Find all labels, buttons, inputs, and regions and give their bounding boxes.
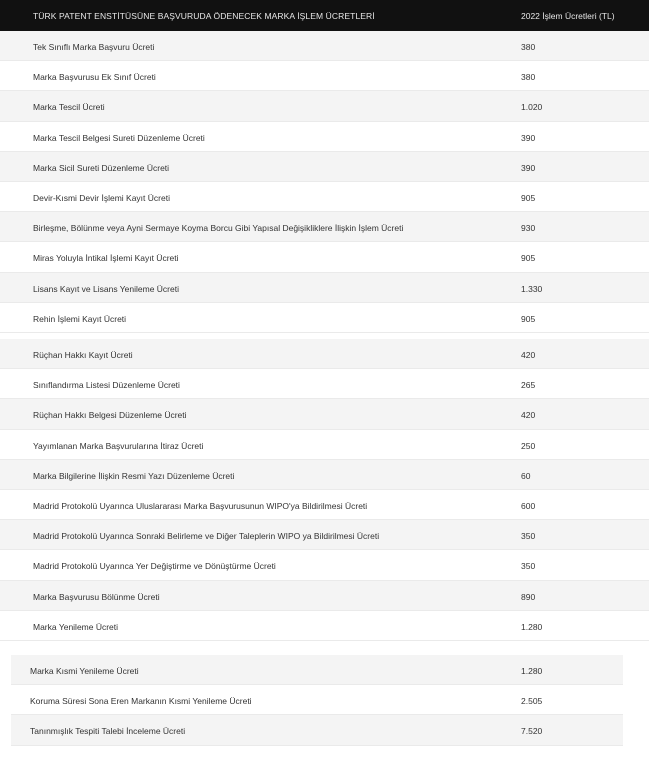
fee-item-name: Tek Sınıflı Marka Başvuru Ücreti bbox=[33, 42, 155, 52]
table-row bbox=[0, 520, 649, 550]
fee-item-name: Devir-Kısmi Devir İşlemi Kayıt Ücreti bbox=[33, 192, 170, 203]
fee-item-name: Koruma Süresi Sona Eren Markanın Kısmi Yenileme Ücreti bbox=[30, 696, 252, 707]
table-row bbox=[0, 550, 649, 580]
fee-amount: 390 bbox=[521, 132, 536, 143]
fee-amount: 420 bbox=[521, 350, 536, 360]
fee-amount: 380 bbox=[521, 42, 536, 52]
fee-item-name: Birleşme, Bölünme veya Ayni Sermaye Koyma Borcu Gibi Yapısal Değişikliklere İlişkin İşlem Ücreti bbox=[33, 223, 404, 234]
fee-amount: 890 bbox=[521, 591, 536, 602]
fee-amount: 930 bbox=[521, 223, 536, 234]
fee-item-name: Marka Kısmi Yenileme Ücreti bbox=[30, 666, 139, 676]
table-header bbox=[0, 0, 649, 31]
fee-table-group-2 bbox=[0, 339, 649, 641]
table-row bbox=[0, 399, 649, 429]
table-row bbox=[0, 91, 649, 121]
fee-amount: 1.280 bbox=[521, 666, 543, 676]
table-row bbox=[0, 61, 649, 91]
header-item-column: TÜRK PATENT ENSTİTÜSÜNE BAŞVURUDA ÖDENECEK MARKA İŞLEM ÜCRETLERİ bbox=[33, 11, 375, 21]
fee-item-name: Rehin İşlemi Kayıt Ücreti bbox=[33, 313, 127, 324]
fee-amount: 600 bbox=[521, 500, 536, 511]
fee-amount: 390 bbox=[521, 162, 536, 173]
fee-item-name: Madrid Protokolü Uyarınca Yer Değiştirme ve Dönüştürme Ücreti bbox=[33, 561, 276, 572]
fee-amount: 905 bbox=[521, 192, 536, 203]
fee-item-name: Yayımlanan Marka Başvurularına İtiraz Ücreti bbox=[33, 440, 204, 451]
fee-amount: 350 bbox=[521, 561, 536, 572]
table-row bbox=[11, 715, 623, 745]
fee-amount: 420 bbox=[521, 410, 536, 421]
fee-item-name: Marka Sicil Sureti Düzenleme Ücreti bbox=[33, 162, 170, 173]
table-row bbox=[0, 611, 649, 641]
fee-amount: 1.020 bbox=[521, 102, 543, 113]
table-row bbox=[0, 31, 649, 61]
fee-amount: 7.520 bbox=[521, 726, 543, 737]
fee-item-name: Marka Tescil Belgesi Sureti Düzenleme Ücreti bbox=[33, 132, 205, 143]
fee-table-group-1 bbox=[0, 31, 649, 333]
fee-item-name: Marka Başvurusu Bölünme Ücreti bbox=[33, 591, 160, 602]
fee-item-name: Marka Yenileme Ücreti bbox=[33, 621, 119, 632]
table-row bbox=[0, 212, 649, 242]
table-row bbox=[0, 273, 649, 303]
fee-item-name: Marka Bilgilerine İlişkin Resmi Yazı Düzenleme Ücreti bbox=[33, 470, 235, 481]
fee-amount: 380 bbox=[521, 72, 536, 83]
fee-item-name: Lisans Kayıt ve Lisans Yenileme Ücreti bbox=[33, 283, 179, 294]
fee-item-name: Miras Yoluyla İntikal İşlemi Kayıt Ücreti bbox=[33, 253, 179, 264]
table-row bbox=[0, 430, 649, 460]
table-row bbox=[0, 339, 649, 369]
header-fee-column: 2022 İşlem Ücretleri (TL) bbox=[521, 11, 615, 21]
fee-item-name: Marka Başvurusu Ek Sınıf Ücreti bbox=[33, 72, 156, 83]
table-row bbox=[0, 122, 649, 152]
fee-amount: 1.280 bbox=[521, 621, 543, 632]
fee-amount: 905 bbox=[521, 253, 536, 264]
fee-item-name: Marka Tescil Ücreti bbox=[33, 102, 105, 113]
table-row bbox=[0, 490, 649, 520]
fee-item-name: Sınıflandırma Listesi Düzenleme Ücreti bbox=[33, 380, 180, 391]
table-row bbox=[0, 460, 649, 490]
fee-amount: 250 bbox=[521, 440, 536, 451]
table-row bbox=[0, 242, 649, 272]
fee-table-group-3 bbox=[11, 655, 623, 746]
table-row bbox=[0, 369, 649, 399]
fee-amount: 60 bbox=[521, 470, 531, 481]
fee-amount: 1.330 bbox=[521, 283, 543, 294]
fee-item-name: Madrid Protokolü Uyarınca Uluslararası Marka Başvurusunun WIPO'ya Bildirilmesi Ücreti bbox=[33, 500, 368, 511]
fee-item-name: Madrid Protokolü Uyarınca Sonraki Belirleme ve Diğer Taleplerin WIPO ya Bildirilmesi Ücreti bbox=[33, 531, 380, 542]
table-row bbox=[0, 152, 649, 182]
table-row bbox=[11, 685, 623, 715]
fee-amount: 265 bbox=[521, 380, 536, 391]
table-row bbox=[0, 303, 649, 333]
fee-item-name: Tanınmışlık Tespiti Talebi İnceleme Ücreti bbox=[30, 726, 186, 737]
table-row bbox=[0, 182, 649, 212]
fee-amount: 2.505 bbox=[521, 696, 543, 707]
fee-item-name: Rüçhan Hakkı Belgesi Düzenleme Ücreti bbox=[33, 410, 187, 421]
fee-item-name: Rüçhan Hakkı Kayıt Ücreti bbox=[33, 350, 133, 360]
fee-amount: 905 bbox=[521, 313, 536, 324]
fee-amount: 350 bbox=[521, 531, 536, 542]
table-row bbox=[0, 581, 649, 611]
table-row bbox=[11, 655, 623, 685]
